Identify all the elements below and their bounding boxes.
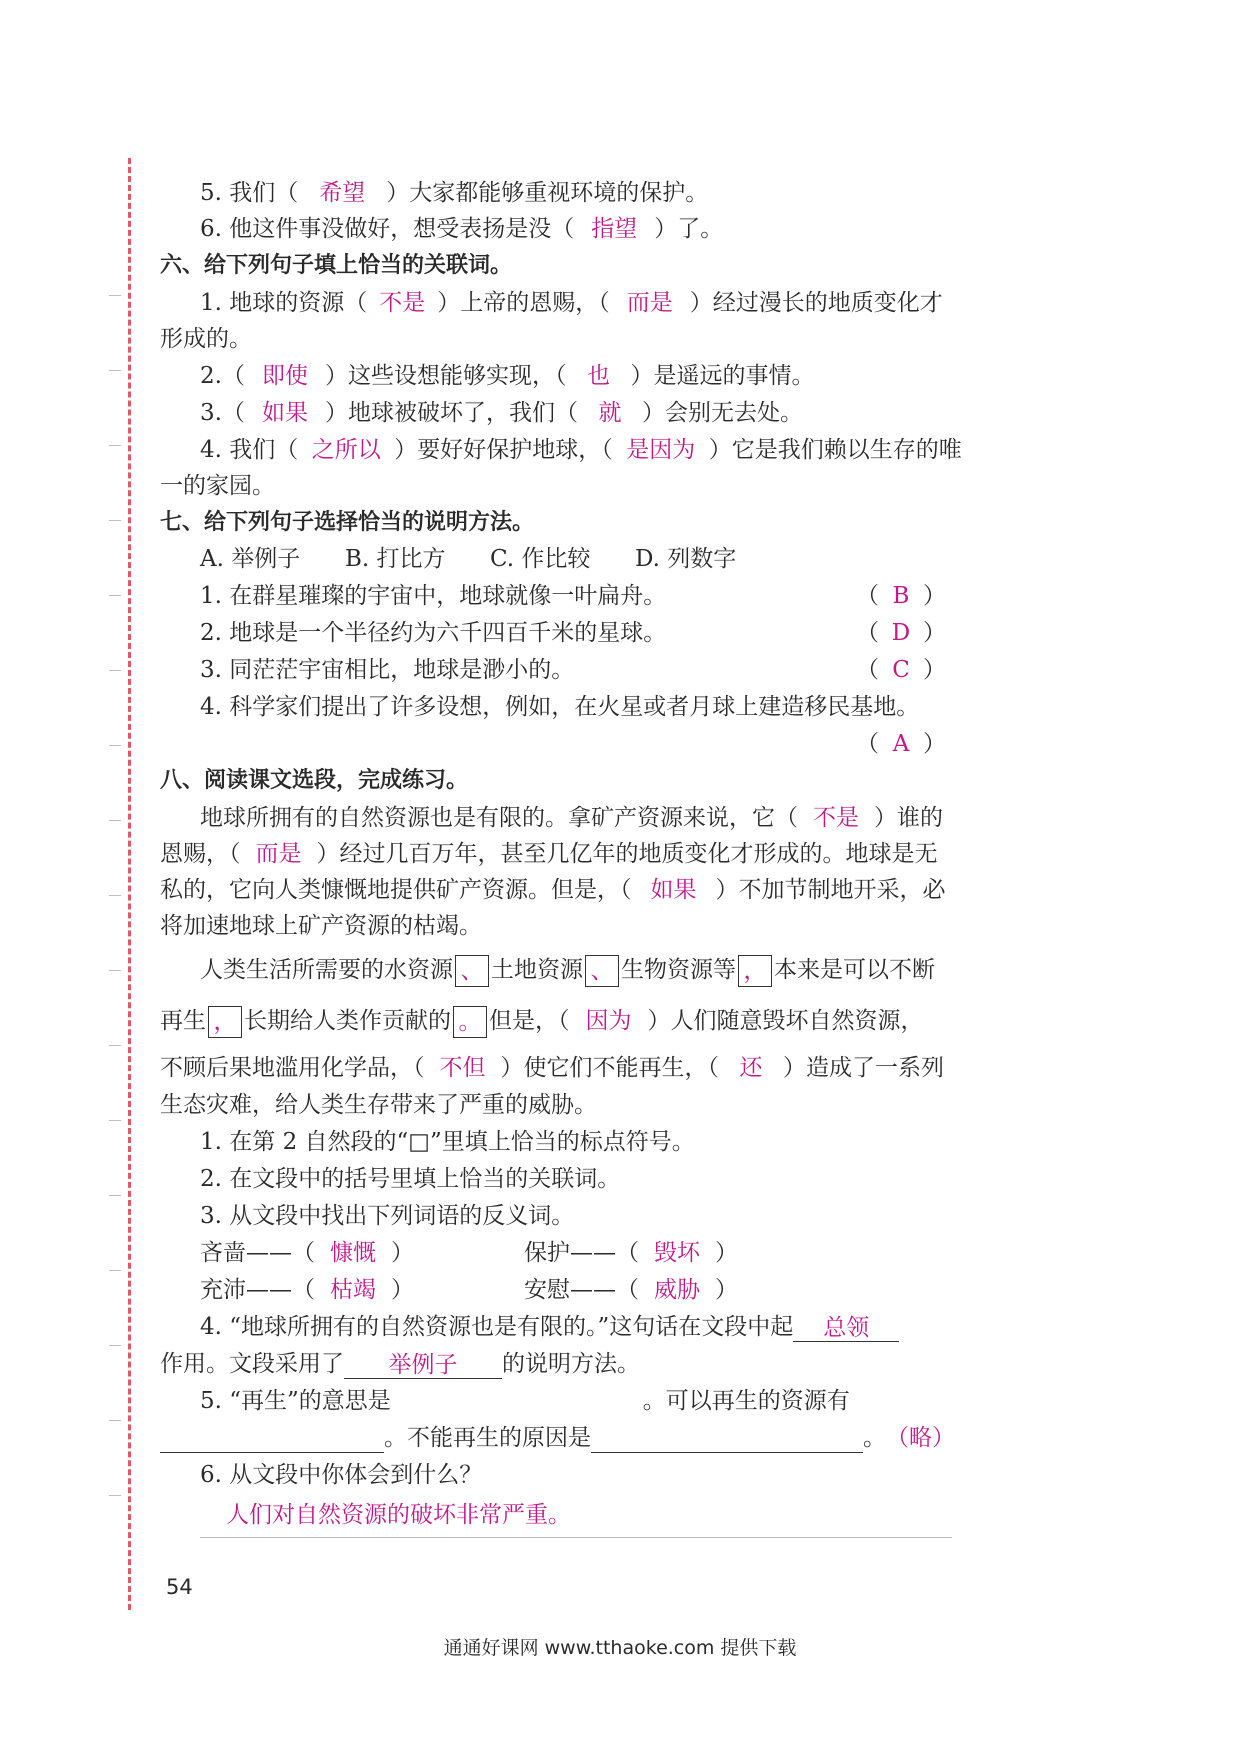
passage-1-line-2: 恩赐，（ 而是 ）经过几百万年，甚至几亿年的地质变化才形成的。地球是无 — [160, 841, 938, 867]
section-8-title: 八、阅读课文选段，完成练习。 — [160, 768, 469, 793]
punctuation-box: 。 — [453, 1006, 487, 1038]
s6-item-1-cont: 形成的。 — [160, 326, 252, 352]
question-6: 6. 他这件事没做好，想受表扬是没（ 指望 ）了。 — [200, 216, 724, 242]
answer-text: 枯竭 — [330, 1277, 376, 1303]
margin-tick — [109, 1045, 121, 1046]
answer-text: 而是 — [255, 841, 302, 867]
margin-tick — [109, 1420, 121, 1421]
s7-answer-3: （ C ） — [856, 657, 946, 683]
passage-2-line-4: 生态灾难，给人类生存带来了严重的威胁。 — [160, 1092, 597, 1118]
s7-answer-4: （ A ） — [856, 731, 946, 757]
fill-blank — [591, 1424, 863, 1453]
option-c: C. 作比较 — [490, 546, 591, 572]
s8-question-4: 4. “地球所拥有的自然资源也是有限的。”这句话在文段中起 总领 — [200, 1312, 899, 1342]
antonym-3: 充沛——（ 枯竭 ） — [200, 1277, 414, 1303]
answer-text: 希望 — [319, 180, 366, 206]
s7-item-2: 2. 地球是一个半径约为六千四百千米的星球。 — [200, 620, 667, 646]
answer-text: D — [891, 620, 911, 646]
s7-answer-1: （ B ） — [856, 583, 946, 609]
s6-item-4-cont: 一的家园。 — [160, 473, 275, 499]
answer-text: 指望 — [591, 216, 638, 242]
s8-question-6: 6. 从文段中你体会到什么？ — [200, 1462, 483, 1488]
s8-question-3: 3. 从文段中找出下列词语的反义词。 — [200, 1203, 575, 1229]
punctuation-box: 、 — [585, 955, 619, 987]
fill-blank — [160, 1424, 384, 1453]
answer-text: 而是 — [626, 290, 673, 316]
margin-tick — [109, 295, 121, 296]
s6-item-4: 4. 我们（ 之所以 ）要好好保护地球，（ 是因为 ）它是我们赖以生存的唯 — [200, 437, 962, 463]
answer-text: B — [892, 583, 910, 609]
margin-tick — [109, 370, 121, 371]
s6-item-1: 1. 地球的资源（ 不是 ）上帝的恩赐，（ 而是 ）经过漫长的地质变化才 — [200, 290, 943, 316]
passage-2-line-2: 再生 ， 长期给人类作贡献的 。 但是，（ 因为 ）人们随意毁坏自然资源， — [160, 1006, 924, 1038]
answer-text: 不是 — [813, 805, 859, 831]
antonym-1: 吝啬——（ 慷慨 ） — [200, 1240, 414, 1266]
s8-question-5: 5. “再生”的意思是 。可以再生的资源有 — [200, 1388, 850, 1414]
margin-tick — [109, 1195, 121, 1196]
answer-rule-line — [200, 1537, 952, 1538]
margin-tick — [109, 1270, 121, 1271]
margin-tick — [109, 1120, 121, 1121]
passage-1-line-4: 将加速地球上矿产资源的枯竭。 — [160, 913, 482, 939]
question-5: 5. 我们（ 希望 ）大家都能够重视环境的保护。 — [200, 180, 709, 206]
antonym-2: 保护——（ 毁坏 ） — [524, 1240, 738, 1266]
section-7-title: 七、给下列句子选择恰当的说明方法。 — [160, 510, 535, 535]
margin-tick — [109, 520, 121, 521]
s8-question-1: 1. 在第 2 自然段的“□”里填上恰当的标点符号。 — [200, 1129, 695, 1155]
antonym-4: 安慰——（ 威胁 ） — [524, 1277, 738, 1303]
answer-text: 即使 — [261, 363, 308, 389]
s7-item-3: 3. 同茫茫宇宙相比，地球是渺小的。 — [200, 657, 575, 683]
answer-text: 如果 — [650, 877, 697, 903]
fill-blank: 总领 — [793, 1313, 899, 1342]
s7-options — [200, 544, 736, 574]
answer-text: 毁坏 — [654, 1240, 700, 1266]
page-number: 54 — [166, 1575, 193, 1599]
passage-1-line-1: 地球所拥有的自然资源也是有限的。拿矿产资源来说，它（ 不是 ）谁的 — [200, 805, 943, 831]
passage-2-line-3: 不顾后果地滥用化学品，（ 不但 ）使它们不能再生，（ 还 ）造成了一系列 — [160, 1055, 944, 1081]
answer-text: A — [892, 731, 910, 757]
margin-tick — [109, 1495, 121, 1496]
option-a: A. 举例子 — [200, 546, 301, 572]
margin-tick — [109, 595, 121, 596]
answer-text: 也 — [586, 363, 610, 389]
s8-question-4-cont: 作用。文段采用了 举例子 的说明方法。 — [160, 1351, 640, 1378]
punctuation-box: ， — [208, 1006, 242, 1038]
option-d: D. 列数字 — [635, 546, 737, 572]
answer-text: C — [892, 657, 910, 683]
answer-text: （略） — [886, 1425, 955, 1451]
option-b: B. 打比方 — [345, 546, 446, 572]
answer-text: 不是 — [379, 290, 426, 316]
margin-tick — [109, 970, 121, 971]
passage-2-line-1: 人类生活所需要的水资源 、 土地资源 、 生物资源等 ， 本来是可以不断 — [200, 955, 935, 987]
s8-question-5-cont: 。不能再生的原因是 。（略） — [160, 1423, 955, 1453]
s6-item-2: 2.（ 即使 ）这些设想能够实现，（ 也 ）是遥远的事情。 — [200, 363, 815, 389]
binding-margin-line — [128, 158, 131, 1610]
margin-tick — [109, 745, 121, 746]
s6-item-3: 3.（ 如果 ）地球被破坏了，我们（ 就 ）会别无去处。 — [200, 400, 803, 426]
answer-text: 是因为 — [626, 437, 696, 463]
answer-text: 之所以 — [311, 437, 381, 463]
s8-question-2: 2. 在文段中的括号里填上恰当的关联词。 — [200, 1166, 621, 1192]
s7-answer-2: （ D ） — [856, 620, 946, 646]
passage-1-line-3: 私的，它向人类慷慨地提供矿产资源。但是，（ 如果 ）不加节制地开采，必 — [160, 877, 946, 903]
answer-text: 因为 — [585, 1008, 632, 1034]
s7-item-4: 4. 科学家们提出了许多设想，例如，在火星或者月球上建造移民基地。 — [200, 694, 920, 720]
margin-tick — [109, 445, 121, 446]
punctuation-box: ， — [738, 955, 772, 987]
fill-blank: 举例子 — [344, 1350, 502, 1379]
margin-tick — [109, 670, 121, 671]
section-6-title: 六、给下列句子填上恰当的关联词。 — [160, 253, 513, 278]
footer-credit: 通通好课网 www.tthaoke.com 提供下载 — [443, 1637, 797, 1659]
answer-text: 就 — [598, 400, 622, 426]
margin-tick — [109, 820, 121, 821]
punctuation-box: 、 — [455, 955, 489, 987]
answer-text: 威胁 — [654, 1277, 700, 1303]
answer-text: 不但 — [439, 1055, 486, 1081]
s8-question-6-answer: 人们对自然资源的破坏非常严重。 — [226, 1502, 571, 1528]
answer-text: 慷慨 — [330, 1240, 376, 1266]
margin-tick — [109, 1345, 121, 1346]
margin-tick — [109, 895, 121, 896]
answer-text: 如果 — [261, 400, 308, 426]
answer-text: 还 — [739, 1055, 763, 1081]
s7-item-1: 1. 在群星璀璨的宇宙中，地球就像一叶扁舟。 — [200, 583, 667, 609]
